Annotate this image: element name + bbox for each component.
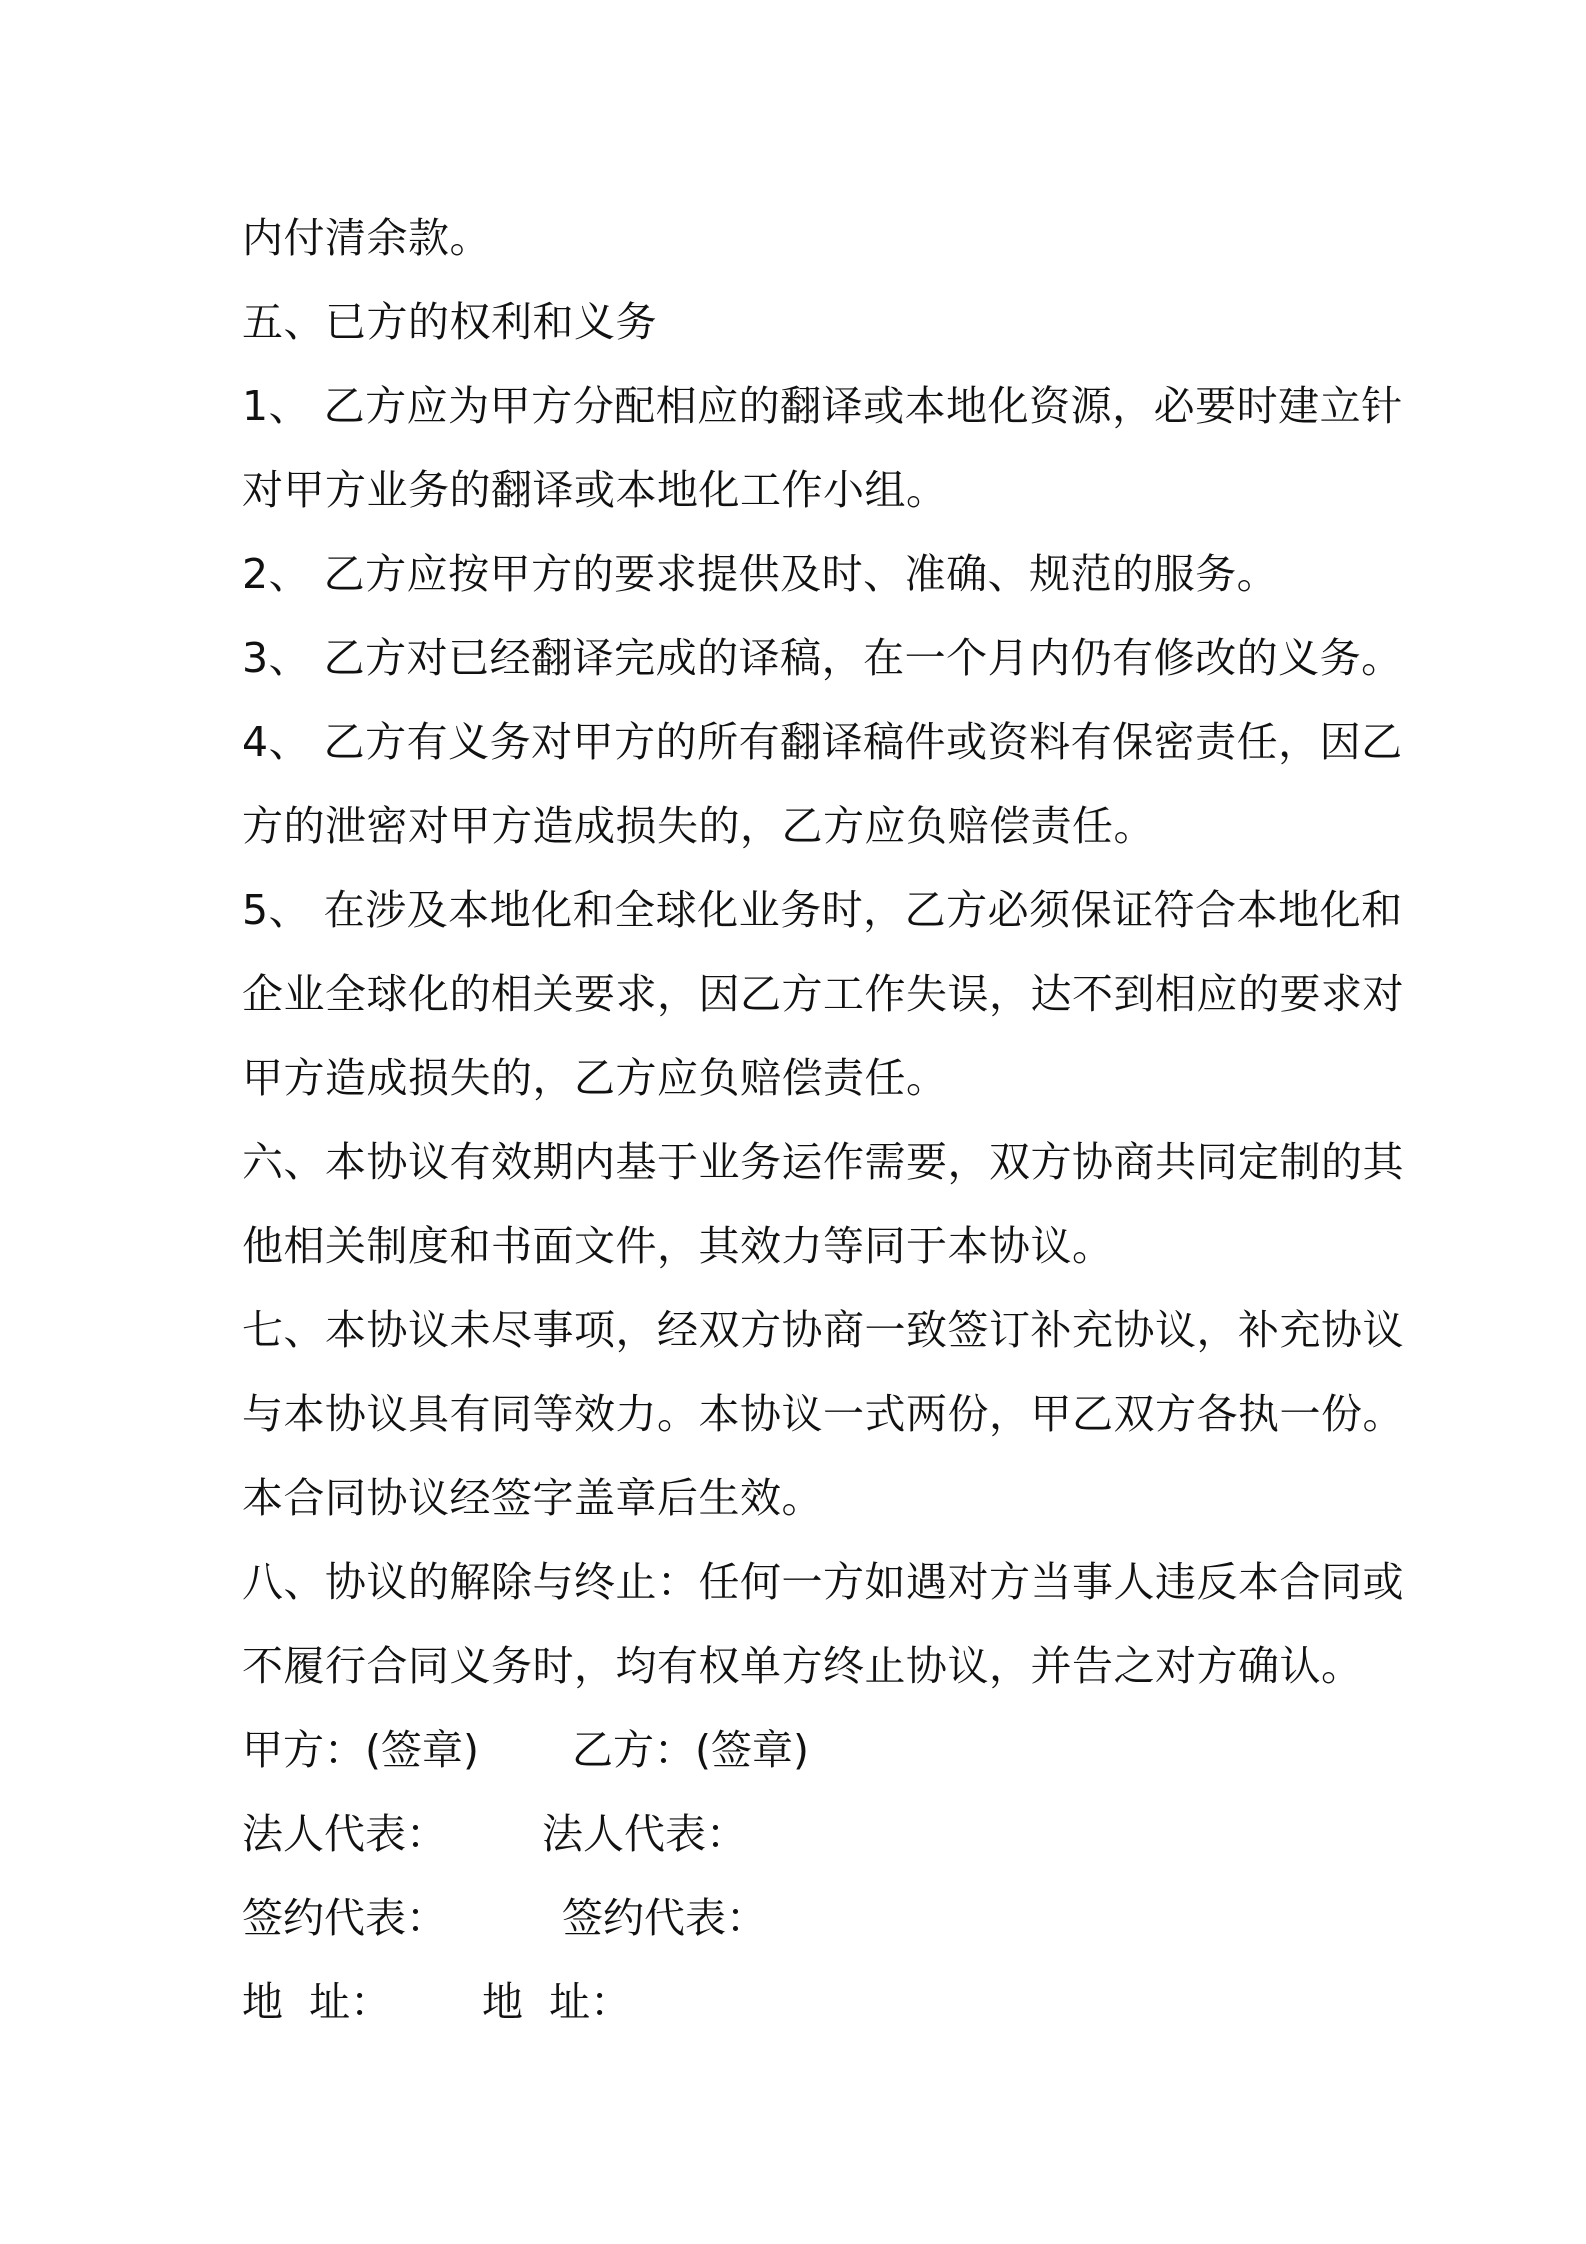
section-8-line-2: 不履行合同义务时，均有权单方终止协议，并告之对方确认。: [242, 1642, 1363, 1690]
clause-3: 3、 乙方对已经翻译完成的译稿，在一个月内仍有修改的义务。: [242, 634, 1403, 682]
clause-4-line-2: 方的泄密对甲方造成损失的，乙方应负赔偿责任。: [242, 802, 1155, 850]
party-b-signing-rep-label: 签约代表：: [562, 1894, 767, 1942]
clause-2: 2、 乙方应按甲方的要求提供及时、准确、规范的服务。: [242, 550, 1279, 598]
signature-row-legal-rep: [242, 1792, 1362, 1876]
section-8-line-1: 八、协议的解除与终止：任何一方如遇对方当事人违反本合同或: [242, 1558, 1404, 1606]
clause-5-line-2: 企业全球化的相关要求，因乙方工作失误，达不到相应的要求对: [242, 970, 1404, 1018]
clause-5-line-3: 甲方造成损失的，乙方应负赔偿责任。: [242, 1054, 948, 1102]
clause-1-line-2: 对甲方业务的翻译或本地化工作小组。: [242, 466, 948, 514]
party-b-legal-rep-label: 法人代表：: [542, 1810, 747, 1858]
signature-row-address: [242, 1960, 1362, 2044]
section-7-line-3: 本合同协议经签字盖章后生效。: [242, 1474, 823, 1522]
party-a-legal-rep-label: 法人代表：: [242, 1810, 447, 1858]
clause-5-line-1: 5、 在涉及本地化和全球化业务时，乙方必须保证符合本地化和: [242, 886, 1403, 934]
section-7-line-2: 与本协议具有同等效力。本协议一式两份，甲乙双方各执一份。: [242, 1390, 1404, 1438]
party-a-seal-label: 甲方：(签章): [242, 1726, 479, 1774]
document-body: [242, 196, 1404, 2044]
section-6-line-1: 六、本协议有效期内基于业务运作需要，双方协商共同定制的其: [242, 1138, 1404, 1186]
signature-row-seal: [242, 1708, 1362, 1792]
clause-1-line-1: 1、 乙方应为甲方分配相应的翻译或本地化资源，必要时建立针: [242, 382, 1403, 430]
section-6-line-2: 他相关制度和书面文件，其效力等同于本协议。: [242, 1222, 1114, 1270]
party-a-address-label: 地 址：: [242, 1978, 392, 2026]
clause-4-line-1: 4、 乙方有义务对甲方的所有翻译稿件或资料有保密责任，因乙: [242, 718, 1403, 766]
signature-row-signing-rep: [242, 1876, 1362, 1960]
party-a-signing-rep-label: 签约代表：: [242, 1894, 447, 1942]
line-1: 内付清余款。: [242, 214, 491, 262]
party-b-address-label: 地 址：: [482, 1978, 632, 2026]
section-5-heading: 五、已方的权利和义务: [242, 298, 657, 346]
section-7-line-1: 七、本协议未尽事项，经双方协商一致签订补充协议，补充协议: [242, 1306, 1404, 1354]
party-b-seal-label: 乙方：(签章): [572, 1726, 809, 1774]
